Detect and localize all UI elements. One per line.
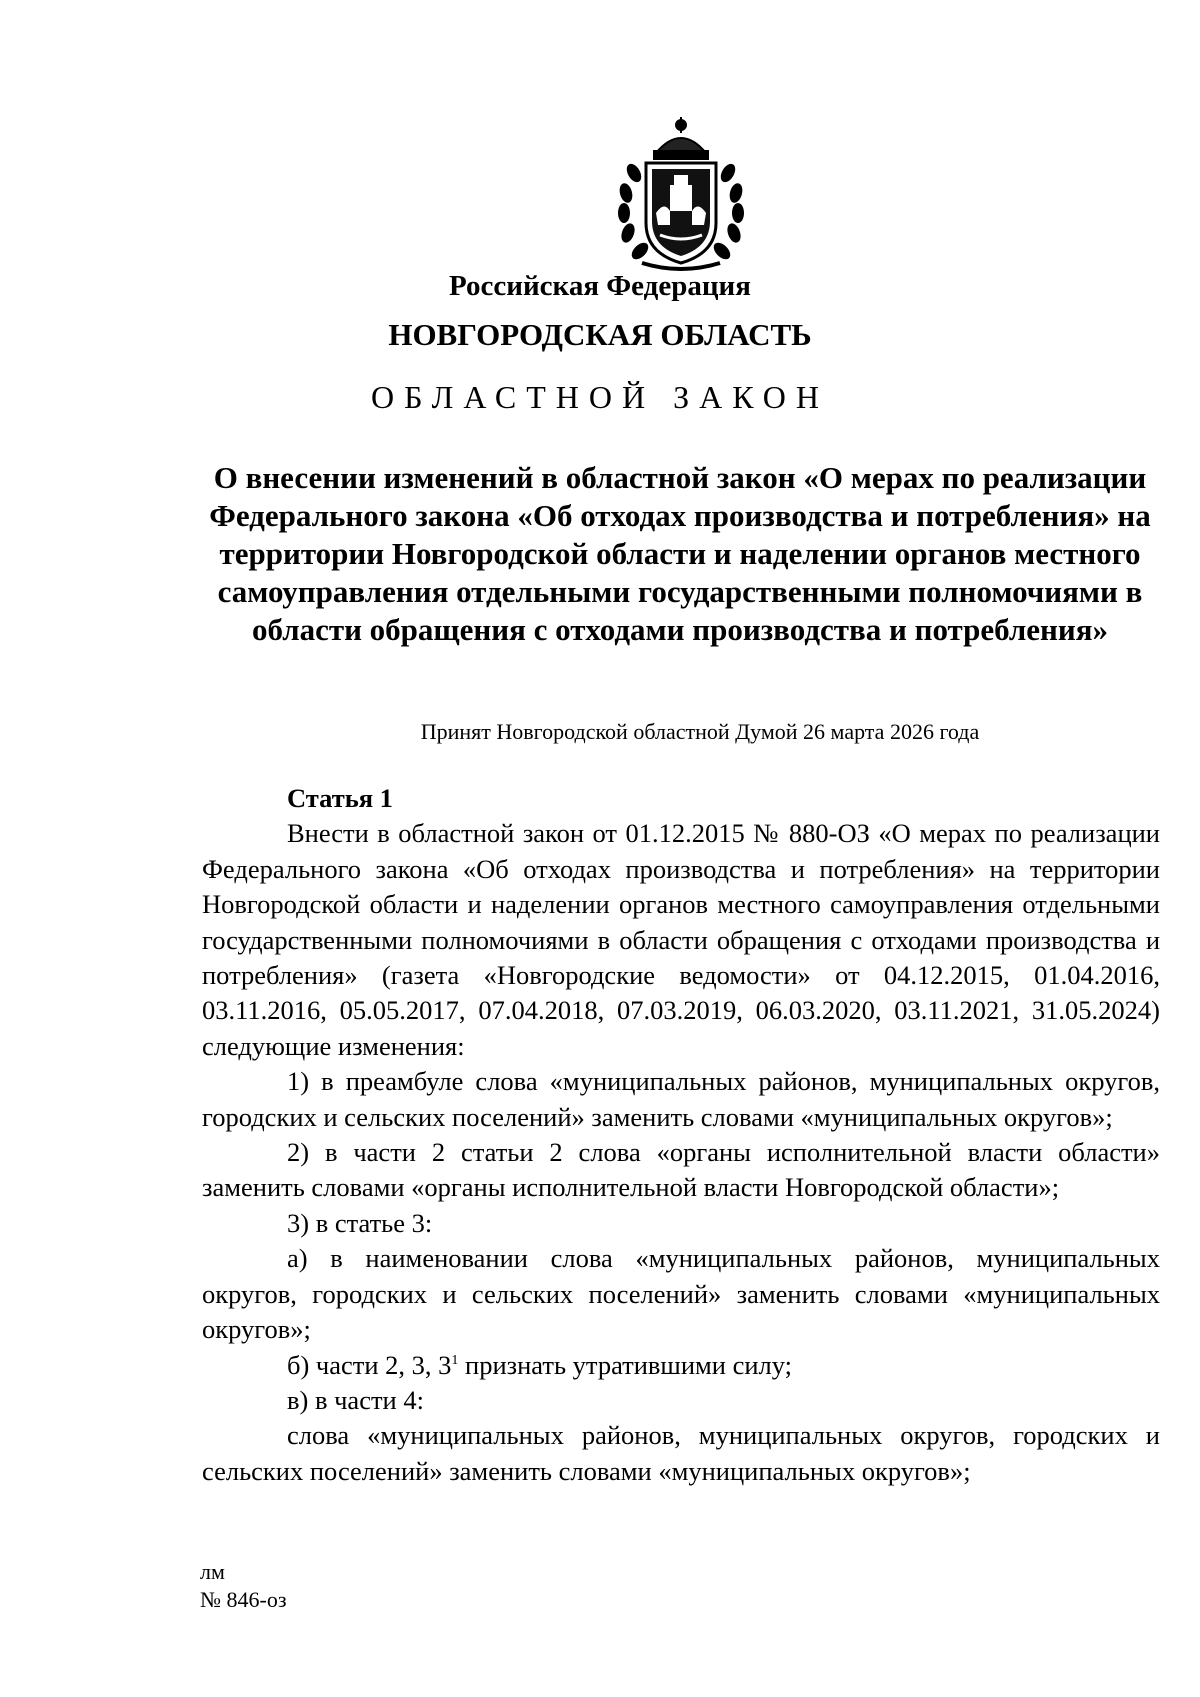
region-name: НОВГОРОДСКАЯ ОБЛАСТЬ [388,317,812,352]
article-intro: Внести в областной закон от 01.12.2015 № 880-ОЗ «О мерах по реализации Федерального закона «Об отходах производства и потребления» на территории Новгородской области и наделении органов местного самоуправления отдельными государственными полномочиями в области обращения с отходами производства и потребления» (газета «Новгородские ведомости» от 04.12.2015, 01.04.2016, 03.11.2016, 05.05.2017, 07.04.2018, 07.03.2019, 06.03.2020, 03.11.2021, 31.05.2024) следующие изменения: [202,818,1160,1061]
item-3v: в) в части 4: [287,1384,424,1415]
item-3: 3) в статье 3: [287,1207,433,1238]
footer [200,1558,287,1614]
article-body [202,781,1160,1489]
item-3b-text-end: признать утратившими силу; [458,1349,793,1380]
footer-initials: лм [200,1559,225,1584]
country-name: Российская Федерация [449,270,751,302]
item-2: 2) в части 2 статьи 2 слова «органы исполнительной власти области» заменить словами «органы исполнительной власти Новгородской области»; [202,1137,1160,1203]
footer-number: № 846-оз [200,1587,287,1612]
item-3a: а) в наименовании слова «муниципальных районов, муниципальных округов, городских и сельских поселений» заменить словами «муниципальных округов»; [202,1243,1160,1345]
adoption-note: Принят Новгородской областной Думой 26 марта 2026 года [420,719,980,744]
law-title: О внесении изменений в областной закон «О мерах по реализации Федерального закона «Об отходах производства и потребления» на территории Новгородской области и наделении органов местного самоуправления отдельными государственными полномочиями в области обращения с отходами производства и потребления» [209,460,1151,647]
document-type: ОБЛАСТНОЙ ЗАКОН [370,379,830,415]
item-3b-text: б) части 2, 3, 3 [287,1349,452,1380]
item-3v-text: слова «муниципальных районов, муниципальных округов, городских и сельских поселений» заменить словами «муниципальных округов»; [202,1420,1160,1486]
coat-of-arms-icon [612,113,750,271]
item-3b-superscript: 1 [451,1352,459,1368]
item-3b [202,1348,1160,1383]
article-heading: Статья 1 [287,783,393,813]
item-1: 1) в преамбуле слова «муниципальных районов, муниципальных округов, городских и сельских поселений» заменить словами «муниципальных округов»; [202,1066,1160,1132]
